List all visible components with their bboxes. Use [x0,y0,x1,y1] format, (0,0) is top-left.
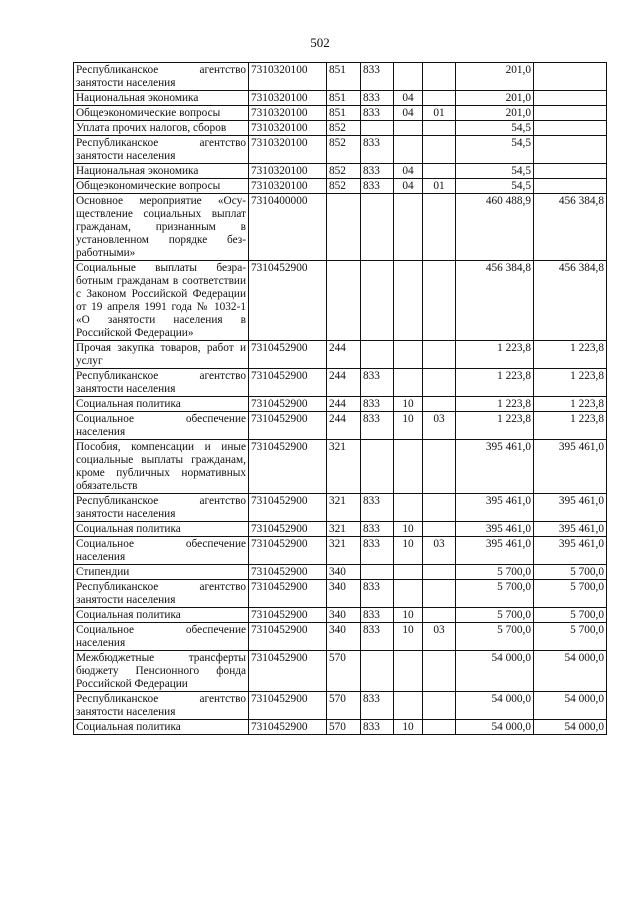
name-cell: Республиканское агентство занятости населения [74,136,249,164]
ministry-code-cell: 833 [361,397,394,412]
target-article-cell: 7310452900 [249,397,327,412]
amount-year1-cell: 5 700,0 [456,580,534,608]
expense-type-cell: 244 [327,341,361,369]
page-number: 502 [310,35,330,50]
table-row [74,136,607,164]
table-row [74,412,607,440]
target-article-cell: 7310320100 [249,179,327,194]
expense-type-cell: 340 [327,608,361,623]
amount-year1-cell: 395 461,0 [456,537,534,565]
name-cell: Прочая закупка товаров, работ и услуг [74,341,249,369]
table-row [74,91,607,106]
target-article-cell: 7310452900 [249,720,327,735]
amount-year1-cell: 395 461,0 [456,522,534,537]
name-cell: Общеэкономические вопросы [74,106,249,121]
expense-type-cell: 244 [327,397,361,412]
amount-year2-cell: 1 223,8 [534,412,607,440]
amount-year2-cell [534,63,607,91]
name-cell: Республиканское агентство занятости населения [74,494,249,522]
amount-year2-cell: 5 700,0 [534,623,607,651]
subsection-cell [423,651,456,692]
name-cell: Социальное обеспечение населения [74,537,249,565]
section-cell [394,261,423,341]
section-cell [394,63,423,91]
target-article-cell: 7310320100 [249,121,327,136]
amount-year1-cell: 395 461,0 [456,494,534,522]
subsection-cell: 03 [423,412,456,440]
ministry-code-cell: 833 [361,412,394,440]
name-cell: Республиканское агентство занятости населения [74,63,249,91]
name-cell: Социальные выплаты безработным гражданам в соответствии с Законом Российской Федерации от 19 апреля 1991 года № 1032-1 «О занятости населения в Российской Федерации» [74,261,249,341]
expense-type-cell: 570 [327,720,361,735]
ministry-code-cell: 833 [361,608,394,623]
name-cell: Социальная политика [74,720,249,735]
target-article-cell: 7310452900 [249,494,327,522]
name-cell: Основное мероприятие «Осуществление социальных выплат гражданам, признанным в установленном порядке безработными» [74,194,249,261]
expense-type-cell: 852 [327,121,361,136]
amount-year2-cell: 395 461,0 [534,494,607,522]
subsection-cell [423,397,456,412]
table-row [74,63,607,91]
name-cell: Социальная политика [74,522,249,537]
target-article-cell: 7310320100 [249,106,327,121]
table-row [74,623,607,651]
table-row [74,369,607,397]
target-article-cell: 7310400000 [249,194,327,261]
table-body [74,63,607,735]
target-article-cell: 7310452900 [249,341,327,369]
ministry-code-cell: 833 [361,369,394,397]
ministry-code-cell: 833 [361,692,394,720]
ministry-code-cell: 833 [361,106,394,121]
ministry-code-cell: 833 [361,136,394,164]
amount-year1-cell: 456 384,8 [456,261,534,341]
expense-type-cell: 570 [327,651,361,692]
table-row [74,164,607,179]
subsection-cell: 01 [423,106,456,121]
subsection-cell [423,91,456,106]
subsection-cell: 03 [423,623,456,651]
expense-type-cell: 340 [327,565,361,580]
table-row [74,522,607,537]
amount-year1-cell: 460 488,9 [456,194,534,261]
budget-table [73,62,607,735]
section-cell: 04 [394,91,423,106]
subsection-cell [423,440,456,494]
amount-year1-cell: 5 700,0 [456,565,534,580]
ministry-code-cell [361,194,394,261]
section-cell: 04 [394,164,423,179]
name-cell: Межбюджетные трансферты бюджету Пенсионного фонда Российской Федерации [74,651,249,692]
table-row [74,720,607,735]
target-article-cell: 7310452900 [249,692,327,720]
name-cell: Стипендии [74,565,249,580]
amount-year2-cell: 395 461,0 [534,537,607,565]
section-cell [394,494,423,522]
ministry-code-cell: 833 [361,91,394,106]
ministry-code-cell: 833 [361,179,394,194]
name-cell: Республиканское агентство занятости населения [74,369,249,397]
amount-year1-cell: 395 461,0 [456,440,534,494]
section-cell: 10 [394,623,423,651]
section-cell [394,369,423,397]
ministry-code-cell: 833 [361,537,394,565]
table-row [74,651,607,692]
amount-year1-cell: 5 700,0 [456,608,534,623]
expense-type-cell: 321 [327,440,361,494]
section-cell [394,580,423,608]
amount-year2-cell: 456 384,8 [534,261,607,341]
expense-type-cell: 851 [327,63,361,91]
target-article-cell: 7310452900 [249,651,327,692]
amount-year1-cell: 1 223,8 [456,397,534,412]
amount-year1-cell: 54,5 [456,136,534,164]
amount-year2-cell [534,179,607,194]
section-cell: 10 [394,522,423,537]
expense-type-cell: 570 [327,692,361,720]
ministry-code-cell: 833 [361,623,394,651]
amount-year1-cell: 201,0 [456,106,534,121]
target-article-cell: 7310452900 [249,623,327,651]
amount-year1-cell: 1 223,8 [456,412,534,440]
target-article-cell: 7310452900 [249,537,327,565]
section-cell: 10 [394,608,423,623]
amount-year1-cell: 54,5 [456,179,534,194]
section-cell: 04 [394,106,423,121]
table-row [74,397,607,412]
table-row [74,179,607,194]
section-cell: 10 [394,397,423,412]
expense-type-cell: 321 [327,537,361,565]
table-row [74,121,607,136]
amount-year2-cell: 5 700,0 [534,580,607,608]
amount-year1-cell: 1 223,8 [456,369,534,397]
subsection-cell [423,720,456,735]
expense-type-cell: 851 [327,91,361,106]
expense-type-cell [327,261,361,341]
target-article-cell: 7310452900 [249,369,327,397]
amount-year2-cell: 1 223,8 [534,341,607,369]
subsection-cell [423,194,456,261]
amount-year2-cell: 54 000,0 [534,651,607,692]
ministry-code-cell: 833 [361,580,394,608]
amount-year2-cell [534,91,607,106]
subsection-cell [423,63,456,91]
name-cell: Общеэкономические вопросы [74,179,249,194]
ministry-code-cell: 833 [361,164,394,179]
section-cell [394,651,423,692]
table-row [74,106,607,121]
table-row [74,580,607,608]
ministry-code-cell [361,651,394,692]
amount-year2-cell: 5 700,0 [534,608,607,623]
name-cell: Социальное обеспечение населения [74,623,249,651]
section-cell [394,565,423,580]
subsection-cell [423,522,456,537]
amount-year2-cell [534,136,607,164]
amount-year1-cell: 54 000,0 [456,651,534,692]
table-row [74,341,607,369]
expense-type-cell: 851 [327,106,361,121]
subsection-cell [423,341,456,369]
ministry-code-cell: 833 [361,63,394,91]
target-article-cell: 7310320100 [249,136,327,164]
amount-year2-cell [534,106,607,121]
amount-year2-cell: 5 700,0 [534,565,607,580]
section-cell [394,692,423,720]
section-cell [394,194,423,261]
target-article-cell: 7310320100 [249,91,327,106]
ministry-code-cell [361,565,394,580]
target-article-cell: 7310320100 [249,63,327,91]
section-cell: 10 [394,537,423,565]
table-row [74,692,607,720]
name-cell: Республиканское агентство занятости населения [74,580,249,608]
ministry-code-cell [361,261,394,341]
amount-year1-cell: 5 700,0 [456,623,534,651]
amount-year2-cell: 54 000,0 [534,692,607,720]
subsection-cell [423,580,456,608]
name-cell: Республиканское агентство занятости населения [74,692,249,720]
amount-year2-cell: 54 000,0 [534,720,607,735]
name-cell: Социальная политика [74,397,249,412]
amount-year1-cell: 54 000,0 [456,720,534,735]
expense-type-cell: 340 [327,580,361,608]
table-row [74,565,607,580]
table-row [74,261,607,341]
subsection-cell [423,164,456,179]
expense-type-cell: 321 [327,522,361,537]
amount-year1-cell: 54 000,0 [456,692,534,720]
target-article-cell: 7310452900 [249,608,327,623]
section-cell [394,440,423,494]
section-cell [394,341,423,369]
expense-type-cell [327,194,361,261]
ministry-code-cell: 833 [361,494,394,522]
target-article-cell: 7310452900 [249,565,327,580]
amount-year1-cell: 54,5 [456,121,534,136]
amount-year2-cell: 1 223,8 [534,369,607,397]
table-row [74,537,607,565]
amount-year1-cell: 54,5 [456,164,534,179]
amount-year2-cell: 395 461,0 [534,522,607,537]
expense-type-cell: 340 [327,623,361,651]
subsection-cell [423,494,456,522]
ministry-code-cell [361,440,394,494]
expense-type-cell: 321 [327,494,361,522]
subsection-cell [423,565,456,580]
name-cell: Социальное обеспечение населения [74,412,249,440]
ministry-code-cell [361,341,394,369]
subsection-cell: 03 [423,537,456,565]
subsection-cell [423,136,456,164]
subsection-cell [423,121,456,136]
expense-type-cell: 244 [327,412,361,440]
ministry-code-cell: 833 [361,720,394,735]
subsection-cell [423,261,456,341]
target-article-cell: 7310452900 [249,440,327,494]
expense-type-cell: 852 [327,179,361,194]
amount-year2-cell: 456 384,8 [534,194,607,261]
subsection-cell [423,608,456,623]
expense-type-cell: 244 [327,369,361,397]
amount-year2-cell: 1 223,8 [534,397,607,412]
subsection-cell: 01 [423,179,456,194]
ministry-code-cell: 833 [361,522,394,537]
section-cell [394,121,423,136]
name-cell: Национальная экономика [74,91,249,106]
expense-type-cell: 852 [327,136,361,164]
amount-year2-cell [534,164,607,179]
amount-year2-cell [534,121,607,136]
table-row [74,494,607,522]
target-article-cell: 7310452900 [249,580,327,608]
name-cell: Пособия, компенсации и иные социальные выплаты гражданам, кроме публичных нормативных обязательств [74,440,249,494]
name-cell: Национальная экономика [74,164,249,179]
section-cell: 04 [394,179,423,194]
target-article-cell: 7310320100 [249,164,327,179]
amount-year1-cell: 201,0 [456,91,534,106]
subsection-cell [423,692,456,720]
expense-type-cell: 852 [327,164,361,179]
table-row [74,194,607,261]
amount-year2-cell: 395 461,0 [534,440,607,494]
target-article-cell: 7310452900 [249,261,327,341]
section-cell: 10 [394,720,423,735]
target-article-cell: 7310452900 [249,412,327,440]
subsection-cell [423,369,456,397]
table-row [74,440,607,494]
table-row [74,608,607,623]
section-cell: 10 [394,412,423,440]
amount-year1-cell: 201,0 [456,63,534,91]
target-article-cell: 7310452900 [249,522,327,537]
amount-year1-cell: 1 223,8 [456,341,534,369]
name-cell: Социальная политика [74,608,249,623]
ministry-code-cell [361,121,394,136]
section-cell [394,136,423,164]
name-cell: Уплата прочих налогов, сборов [74,121,249,136]
